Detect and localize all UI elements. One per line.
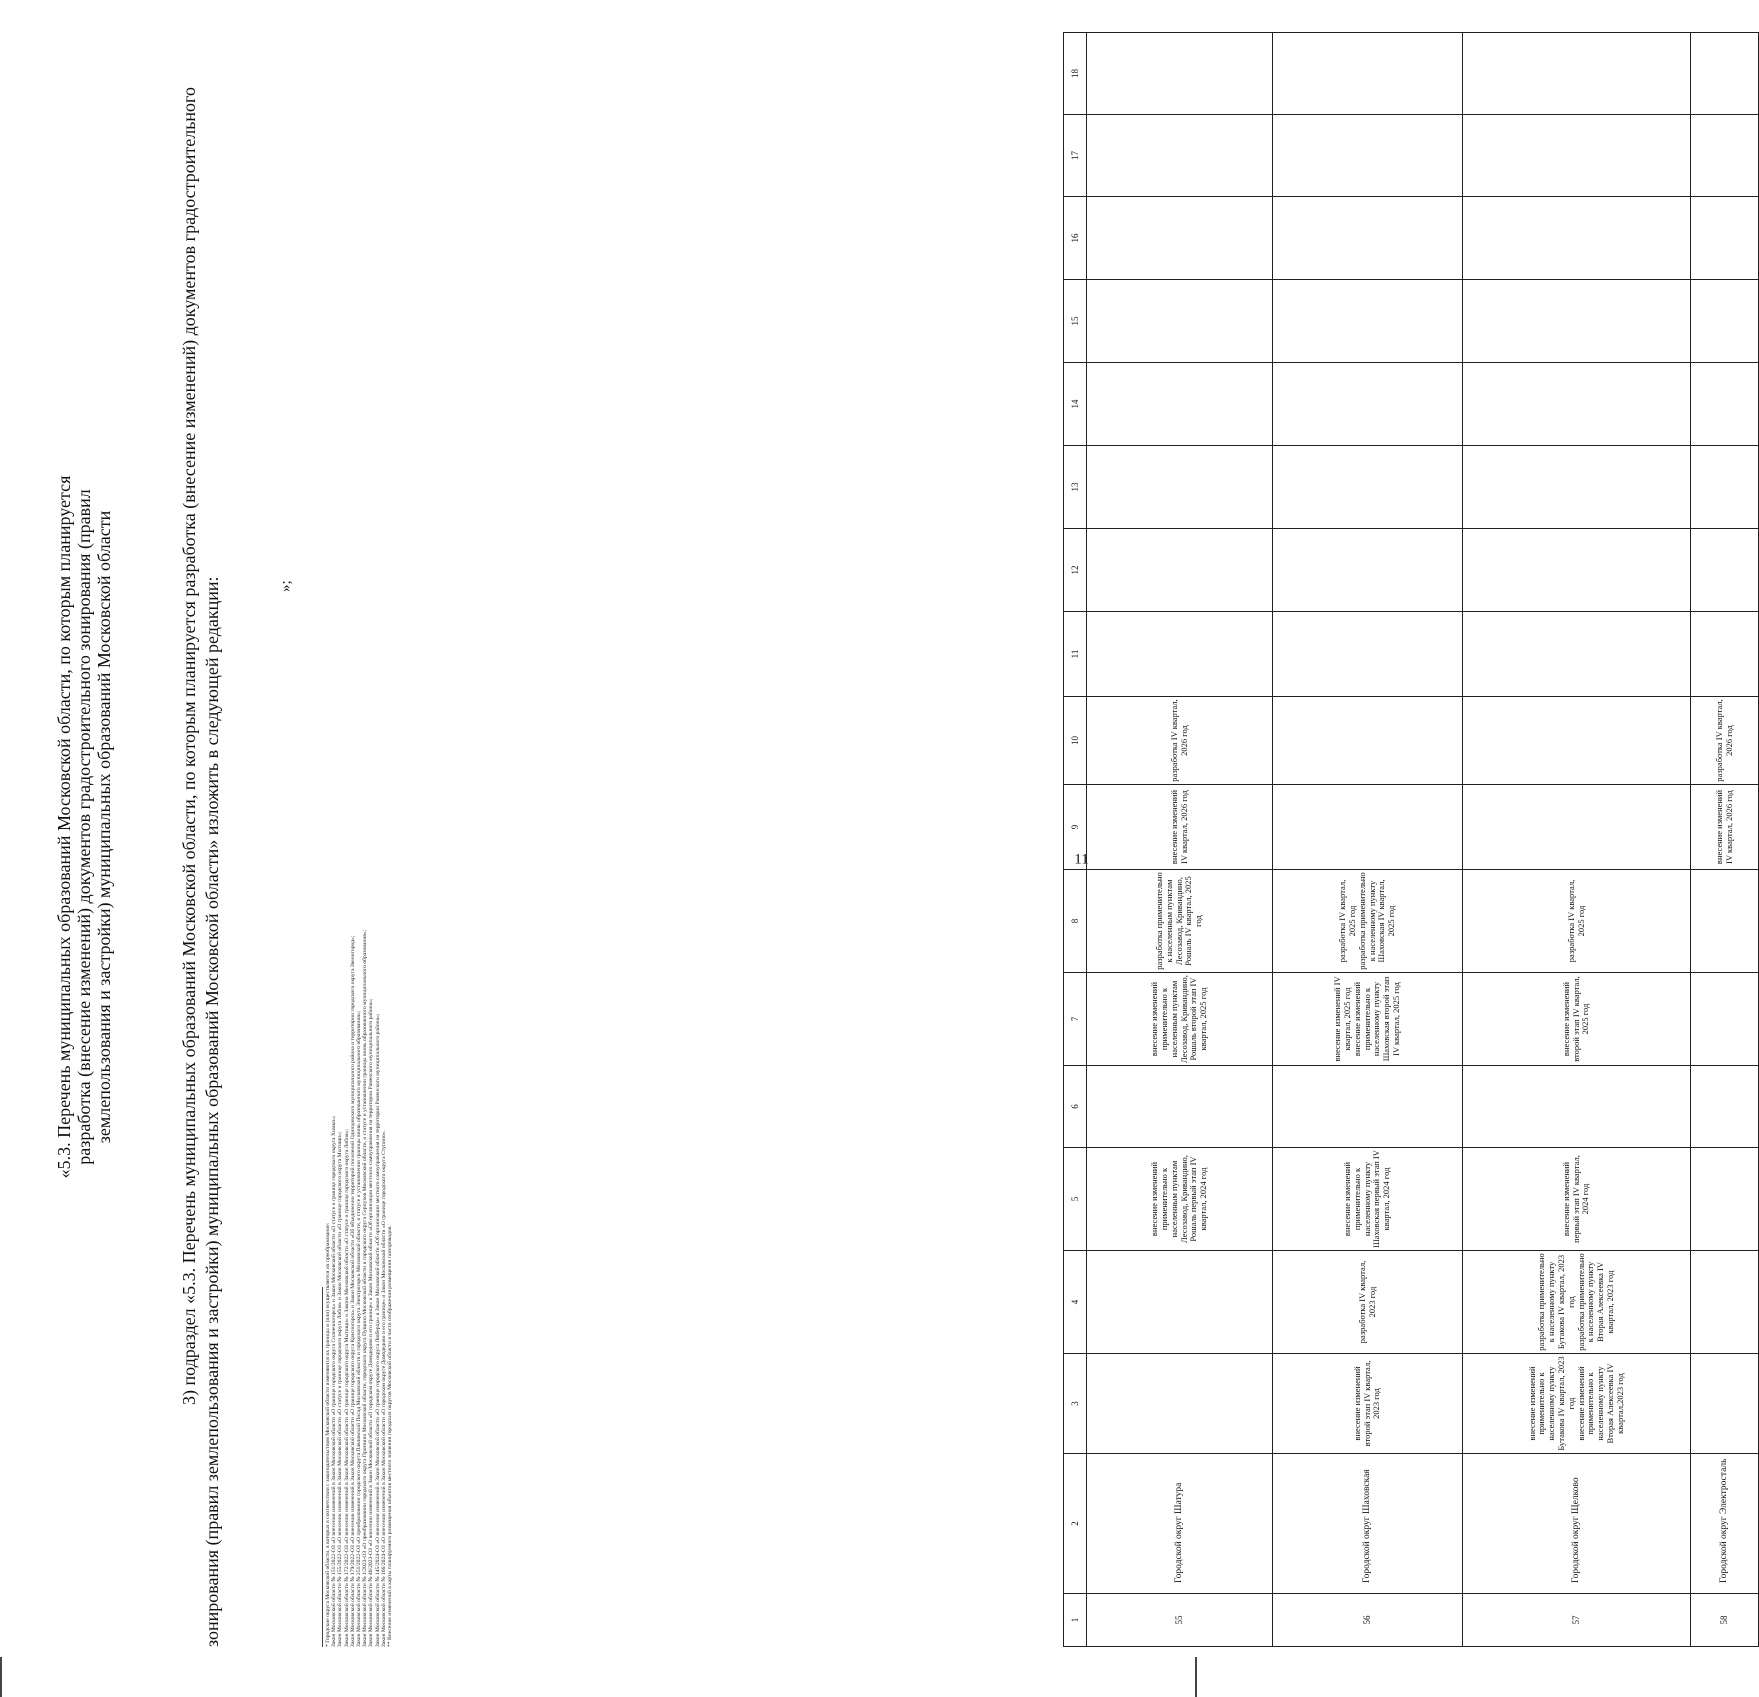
paragraph-line-1: 3) подраздел «5.3. Перечень муниципальных образований Московской области, по которым планируется разработка (внесение изменений) документов градостроительного (179, 87, 199, 1406)
footnote-line: Закон Московской области № 251/2022-ОЗ «О преобразовании городского округа Павловский Посад Московской области и городского округа Электрогорск Московской области, о статусе и установлении границы вновь образованного муниципального образования»; (356, 1010, 363, 1647)
col-header: 1 (1064, 1594, 1087, 1647)
col-header: 16 (1064, 197, 1087, 280)
table-cell (1691, 115, 1759, 197)
table-cell (1087, 612, 1273, 697)
table-cell (1691, 363, 1759, 446)
table-cell: разработка IV квартал, 2025 год (1463, 870, 1691, 973)
col-header: 6 (1064, 1066, 1087, 1148)
footnote-line: Закон Московской области № 151/2022-ОЗ «О внесении изменений в Закон Московской области «О границе городского округа Солнечногорск» и Закон Московской области «О статусе и границе городского округа Химки»; (331, 1115, 338, 1647)
heading-line-3: землепользования и застройки) муниципальных образований Московской области (94, 510, 114, 1144)
table-cell: разработка применительно к населенному пункту Бутакова IV квартал, 2023 год разработка применительно к населенному пункту Вторая Алексеевка IV квартал, 2023 год (1463, 1251, 1691, 1354)
table-cell (1691, 197, 1759, 280)
table-cell: внесение изменений применительно к населенному пункту Шаховская первый этап IV квартал, 2024 год (1273, 1148, 1463, 1251)
table-row (1273, 33, 1463, 1647)
municipality-name: Городской округ Шаховская (1273, 1454, 1463, 1594)
footnote-line: ** Внесение изменений в карты планируемого размещения объектов местного значения городских округов Московской области в части отображения размещения газопроводов. (387, 1225, 394, 1647)
footnote-line: Закон Московской области № 166/2024-ОЗ «О внесении изменений в Закон Московской области «О городском округе Домодедово и его границе» и Закон Московской области «О границе городского округа Ступино». (380, 1130, 387, 1647)
col-header: 14 (1064, 363, 1087, 446)
table-cell (1691, 280, 1759, 363)
table-cell (1691, 1148, 1759, 1251)
table-cell (1273, 1066, 1463, 1148)
table-cell (1463, 785, 1691, 870)
table-cell: внесение изменений первый этап IV квартал, 2024 год (1463, 1148, 1691, 1251)
corner-mark-top-left (0, 1657, 2, 1697)
table-cell (1691, 612, 1759, 697)
table-cell (1691, 1354, 1759, 1454)
table-cell (1691, 973, 1759, 1066)
col-header: 4 (1064, 1251, 1087, 1354)
table-cell (1463, 33, 1691, 115)
table-cell: внесение изменений IV квартал, 2025 год внесение изменений применительно к населенному пункту Шаховская второй этап IV квартал, 2025 год (1273, 973, 1463, 1066)
table-cell (1087, 1066, 1273, 1148)
table-cell: разработка применительно к населенным пунктам Лесозавод, Кривандино, Рошаль IV квартал, 2025 год (1087, 870, 1273, 973)
municipality-name: Городской округ Шатура (1087, 1454, 1273, 1594)
plan-table (1063, 32, 1759, 1647)
table-cell (1087, 115, 1273, 197)
table-cell (1691, 1251, 1759, 1354)
amendment-paragraph (178, 87, 224, 1647)
section-heading (54, 277, 114, 1377)
table-cell (1691, 1066, 1759, 1148)
col-header: 9 (1064, 785, 1087, 870)
col-header: 17 (1064, 115, 1087, 197)
corner-mark-bottom-left (1195, 1657, 1197, 1697)
col-header: 13 (1064, 446, 1087, 529)
table-cell (1463, 363, 1691, 446)
col-header: 7 (1064, 973, 1087, 1066)
paragraph-line-2: зонирования (правил землепользования и застройки) муниципальных образований Московской области» изложить в следующей редакции: (202, 576, 222, 1647)
footnote-line: Закон Московской области № 179/2022-ОЗ «О внесении изменений в Закон Московской области «О границе городского округа Красногорск» и Закон Московской области «Об объединении территорий поселений Одинцовского муниципального района и территории городского округа Звенигород»; (349, 935, 356, 1647)
table-cell (1463, 446, 1691, 529)
table-cell: разработка IV квартал, 2026 год (1691, 697, 1759, 785)
table-cell: внесение изменений второй этап IV квартал, 2023 год (1273, 1354, 1463, 1454)
footnote-line: Закон Московской области № 155/2022-ОЗ «О внесении изменений в Закон Московской области «О статусе и границе городского округа Лобня» и Закон Московской области «О границе городского округа Мытищи»; (337, 1131, 344, 1647)
closing-quote-mark: »; (278, 580, 294, 592)
table-cell (1273, 697, 1463, 785)
page-number: 11 (1074, 851, 1089, 868)
table-cell (1463, 115, 1691, 197)
table-cell (1087, 33, 1273, 115)
table-cell (1273, 115, 1463, 197)
col-header: 10 (1064, 697, 1087, 785)
table-cell (1463, 280, 1691, 363)
table-cell (1691, 870, 1759, 973)
table-cell: разработка IV квартал, 2025 год разработка применительно к населенному пункту Шаховская IV квартал, 2025 год (1273, 870, 1463, 973)
row-number: 55 (1087, 1594, 1273, 1647)
table-cell (1087, 1354, 1273, 1454)
col-header: 8 (1064, 870, 1087, 973)
table-cell (1463, 529, 1691, 612)
row-number: 58 (1691, 1594, 1759, 1647)
footnotes (322, 647, 442, 1647)
table-cell (1273, 197, 1463, 280)
table-cell (1273, 529, 1463, 612)
table-cell (1273, 612, 1463, 697)
table-cell (1087, 446, 1273, 529)
table-row (1691, 33, 1759, 1647)
table-cell (1087, 197, 1273, 280)
table-cell: разработка IV квартал, 2026 год (1087, 697, 1273, 785)
table-row (1087, 33, 1273, 1647)
col-header: 15 (1064, 280, 1087, 363)
table-cell (1273, 446, 1463, 529)
heading-line-2: разработка (внесение изменений) документов градостроительного зонирования (правил (74, 489, 94, 1165)
table-cell: внесение изменений второй этап IV квартал, 2025 год (1463, 973, 1691, 1066)
footnote-line: Закон Московской области № 145/2024-ОЗ «О внесении изменений в Закон Московской области «О границе городского округа Люберцы» и Закон Московской области «Об организации местного самоуправления на территории Раменского муниципального района»; (374, 1013, 381, 1647)
table-cell (1463, 1066, 1691, 1148)
table-cell: внесение изменений IV квартал, 2026 год (1691, 785, 1759, 870)
table-cell (1463, 612, 1691, 697)
table-cell: внесение изменений применительно к населенным пунктам Лесозавод, Кривандино, Рошаль второй этап IV квартал, 2025 год (1087, 973, 1273, 1066)
table-cell (1273, 33, 1463, 115)
table-cell (1691, 446, 1759, 529)
table-cell (1691, 33, 1759, 115)
table-cell (1463, 197, 1691, 280)
table-cell: внесение изменений IV квартал, 2026 год (1087, 785, 1273, 870)
col-header: 11 (1064, 612, 1087, 697)
col-header: 18 (1064, 33, 1087, 115)
table-cell (1087, 529, 1273, 612)
municipality-name: Городской округ Электросталь (1691, 1454, 1759, 1594)
col-header: 3 (1064, 1354, 1087, 1454)
table-cell (1273, 785, 1463, 870)
table-header-row (1064, 33, 1087, 1647)
row-number: 56 (1273, 1594, 1463, 1647)
footnote-line: * Городские округа Московской области, в которых в соответствии с законодательством Московской области изменяются их границы и (или) осуществляется их преобразование: (325, 1222, 331, 1647)
col-header: 12 (1064, 529, 1087, 612)
table-cell: внесение изменений применительно к населенным пунктам Лесозавод, Кривандино, Рошаль первый этап IV квартал, 2024 год (1087, 1148, 1273, 1251)
table-cell (1087, 363, 1273, 446)
table-cell: разработка IV квартал, 2023 год (1273, 1251, 1463, 1354)
col-header: 5 (1064, 1148, 1087, 1251)
table-cell (1273, 363, 1463, 446)
footnote-line: Закон Московской области № 46/2023-ОЗ «О внесении изменений в Закон Московской области «О городском округе Домодедово и его границе» и Закон Московской области «Об организации местного самоуправления на территории Раменского муниципального района»; (368, 998, 375, 1647)
municipality-name: Городской округ Щелково (1463, 1454, 1691, 1594)
table-cell (1273, 280, 1463, 363)
table-cell (1463, 697, 1691, 785)
row-number: 57 (1463, 1594, 1691, 1647)
table-cell (1087, 280, 1273, 363)
heading-line-1: «5.3. Перечень муниципальных образований Московской области, по которым планируется (54, 475, 74, 1179)
table-cell: внесение изменений применительно к населенному пункту Бутакова IV квартал, 2023 год внесение изменений применительно к населенному пункту Вторая Алексеевка IV квартал,2023 год (1463, 1354, 1691, 1454)
table-cell (1087, 1251, 1273, 1354)
footnote-line: Закон Московской области № 172/2022-ОЗ «О внесении изменений в Закон Московской области «О границе городского округа Мытищи» и Закона Московской области «О статусе и границе городского округа Лобня»; (343, 1129, 350, 1647)
footnote-line: Закон Московской области № 1/2023-ОЗ «О преобразовании городского округа Протвино Московской области, городского округа Пущино Московской области и городского округа Серпухов Московской области, о статусе и установлении границы вновь образованного муниципального образования»; (362, 929, 369, 1647)
footnote-separator (322, 1287, 323, 1647)
col-header: 2 (1064, 1454, 1087, 1594)
table-cell (1691, 529, 1759, 612)
table-row (1463, 33, 1691, 1647)
